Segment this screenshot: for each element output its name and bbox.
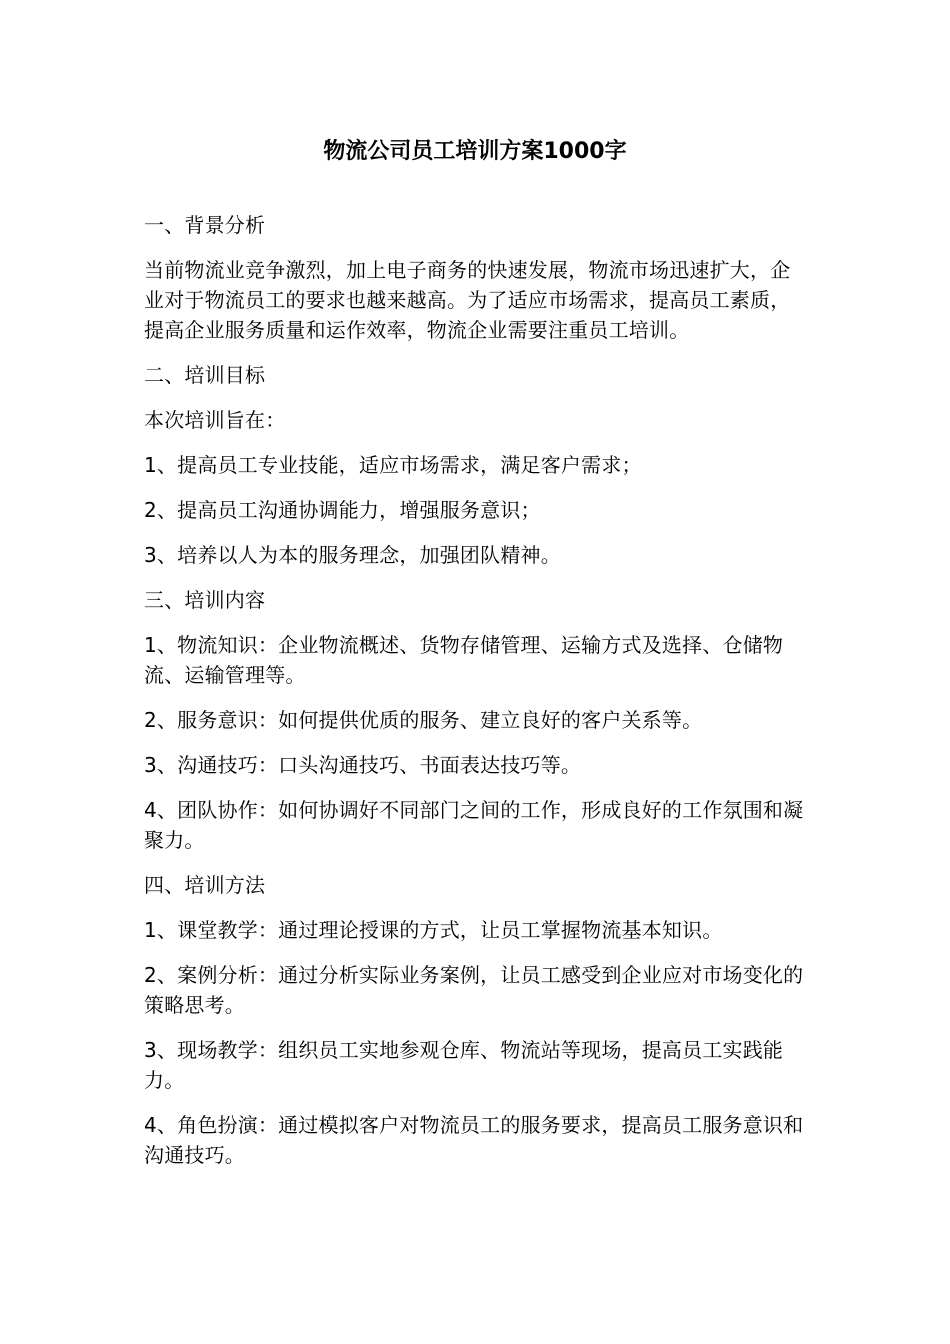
goal-item-1: 1、提高员工专业技能，适应市场需求，满足客户需求； <box>144 453 642 477</box>
goal-item-3: 3、培养以人为本的服务理念，加强团队精神。 <box>144 543 561 567</box>
method-item-2: 2、案例分析：通过分析实际业务案例，让员工感受到企业应对市场变化的策略思考。 <box>144 963 804 1017</box>
method-item-1: 1、课堂教学：通过理论授课的方式，让员工掌握物流基本知识。 <box>144 918 723 942</box>
content-item-2: 2、服务意识：如何提供优质的服务、建立良好的客户关系等。 <box>144 708 703 732</box>
section-heading-goals: 二、培训目标 <box>144 363 266 387</box>
method-item-4: 4、角色扮演：通过模拟客户对物流员工的服务要求，提高员工服务意识和沟通技巧。 <box>144 1113 804 1167</box>
content-item-1: 1、物流知识：企业物流概述、货物存储管理、运输方式及选择、仓储物流、运输管理等。 <box>144 633 784 687</box>
document-body <box>144 210 808 1185</box>
section-heading-content: 三、培训内容 <box>144 588 266 612</box>
content-item-3: 3、沟通技巧：口头沟通技巧、书面表达技巧等。 <box>144 753 582 777</box>
background-paragraph: 当前物流业竞争激烈，加上电子商务的快速发展，物流市场迅速扩大，企业对于物流员工的要求也越来越高。为了适应市场需求，提高员工素质，提高企业服务质量和运作效率，物流企业需要注重员工培训。 <box>144 258 791 342</box>
goals-intro: 本次培训旨在： <box>144 408 286 432</box>
content-item-4: 4、团队协作：如何协调好不同部门之间的工作，形成良好的工作氛围和凝聚力。 <box>144 798 804 852</box>
document-title: 物流公司员工培训方案1000字 <box>323 139 627 164</box>
section-heading-methods: 四、培训方法 <box>144 873 266 897</box>
method-item-3: 3、现场教学：组织员工实地参观仓库、物流站等现场，提高员工实践能力。 <box>144 1038 784 1092</box>
goal-item-2: 2、提高员工沟通协调能力，增强服务意识； <box>144 498 541 522</box>
section-heading-background: 一、背景分析 <box>144 213 266 237</box>
